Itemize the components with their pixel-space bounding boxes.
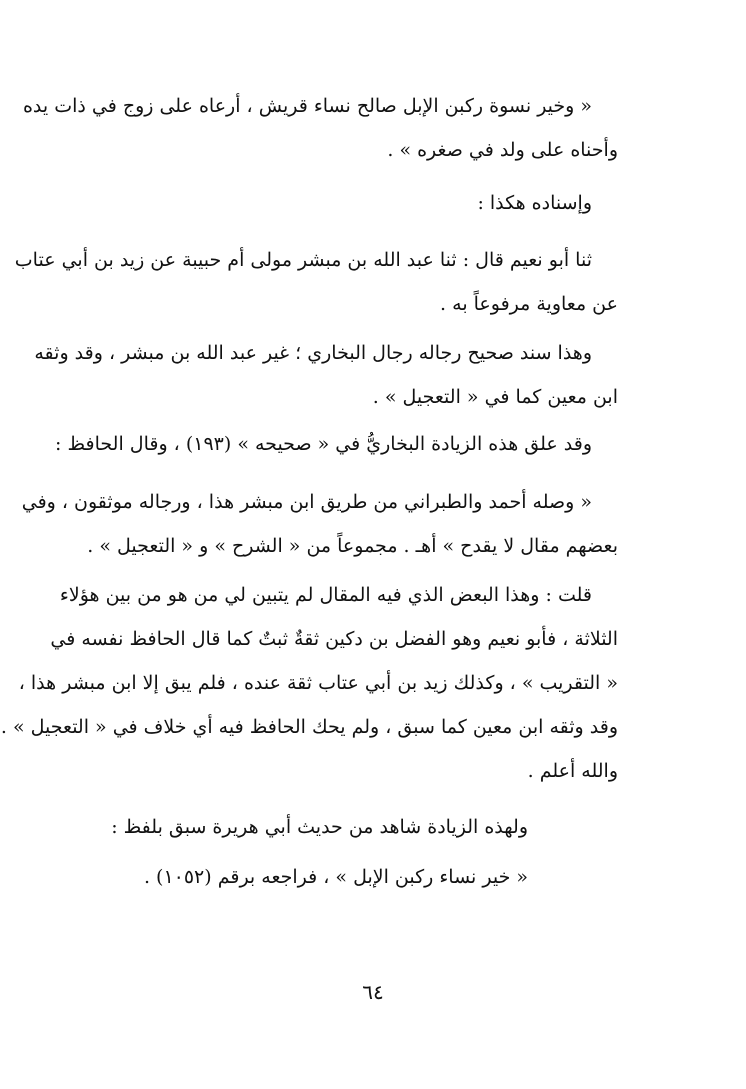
paragraph-7	[0, 573, 618, 793]
paragraph-2	[78, 181, 618, 225]
text-line: قلت : وهذا البعض الذي فيه المقال لم يتبين لي من هو من بين هؤلاء	[59, 584, 592, 606]
text-line: وقد وثقه ابن معين كما سبق ، ولم يحك الحافظ فيه أي خلاف في « التعجيل » .	[0, 716, 618, 738]
text-line: ثنا أبو نعيم قال : ثنا عبد الله بن مبشر مولى أم حبيبة عن زيد بن أبي عتاب	[14, 249, 592, 271]
text-line: عن معاوية مرفوعاً به .	[440, 293, 618, 315]
paragraph-8	[78, 805, 618, 849]
text-line: « التقريب » ، وكذلك زيد بن أبي عتاب ثقة عنده ، فلم يبق إلا ابن مبشر هذا ،	[18, 672, 618, 694]
text-line: والله أعلم .	[527, 760, 618, 782]
text-line: « وخير نسوة ركبن الإبل صالح نساء قريش ، أرعاه على زوج في ذات يده	[22, 95, 592, 117]
paragraph-3	[14, 238, 618, 326]
text-line: وأحناه على ولد في صغره » .	[387, 139, 618, 161]
text-line: بعضهم مقال لا يقدح » أهـ . مجموعاً من « الشرح » و « التعجيل » .	[87, 535, 618, 557]
text-line: وهذا سند صحيح رجاله رجال البخاري ؛ غير عبد الله بن مبشر ، وقد وثقه	[34, 342, 592, 364]
text-line: وقد علق هذه الزيادة البخاريُّ في « صحيحه » (١٩٣) ، وقال الحافظ :	[55, 433, 592, 455]
text-line: الثلاثة ، فأبو نعيم وهو الفضل بن دكين ثقةٌ ثبتٌ كما قال الحافظ نفسه في	[50, 628, 618, 650]
text-line: « خير نساء ركبن الإبل » ، فراجعه برقم (١٠٥٢) .	[143, 866, 528, 888]
paragraph-1	[22, 84, 618, 172]
paragraph-4	[34, 331, 618, 419]
paragraph-6	[21, 480, 618, 568]
text-line: « وصله أحمد والطبراني من طريق ابن مبشر هذا ، ورجاله موثقون ، وفي	[21, 491, 592, 513]
page-number: ٦٤	[362, 980, 384, 1004]
paragraph-9	[78, 855, 618, 899]
text-line: ولهذه الزيادة شاهد من حديث أبي هريرة سبق بلفظ :	[111, 816, 528, 838]
paragraph-5	[55, 422, 618, 466]
text-line: ابن معين كما في « التعجيل » .	[372, 386, 618, 408]
text-line: وإسناده هكذا :	[477, 192, 592, 214]
